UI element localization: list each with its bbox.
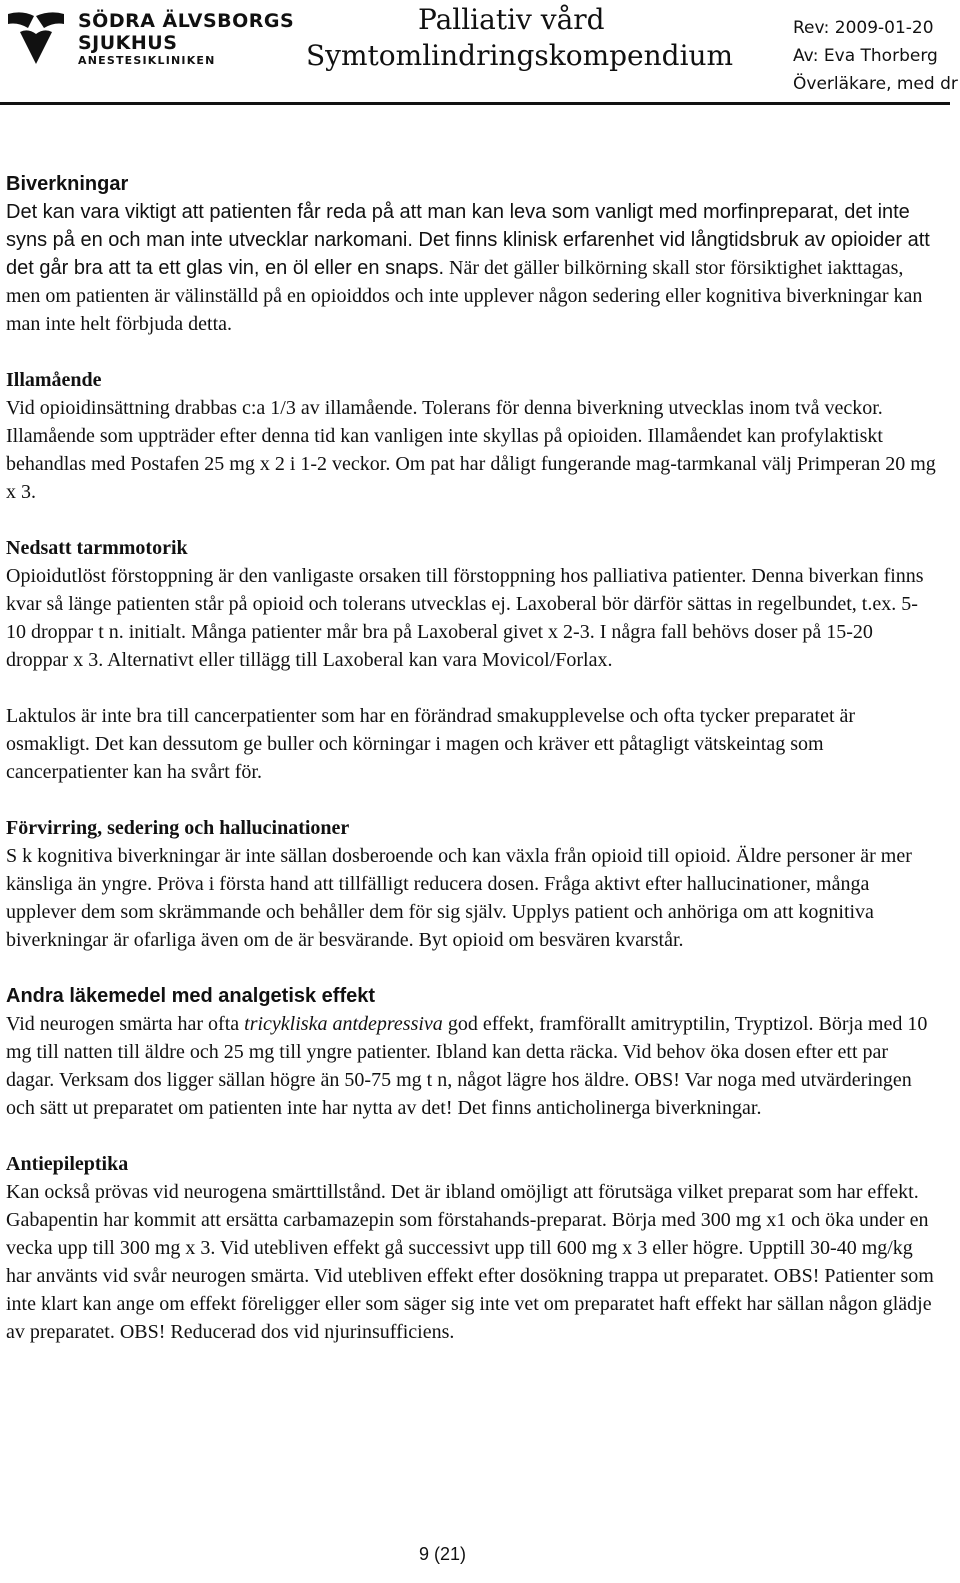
section-paragraph: S k kognitiva biverkningar är inte sällan dosberoende och kan växla från opioid till opioid. Äldre personer är mer känsliga än yngre. Pröva i första hand att tillfälligt reducera dosen. Fråga aktivt efter hallucinationer, många upplever dem som skrämmande och behåller dem för sig själv. Upplys patient och anhöriga om att kognitiva biverkningar är ofarliga även om de är besvärande. Byt opioid om besvären kvarstår. <box>6 845 912 951</box>
document-meta <box>793 14 958 98</box>
section-paragraph <box>6 1010 936 1122</box>
section-antiepileptika <box>6 1150 936 1346</box>
section-heading: Illamående <box>6 369 102 391</box>
section-heading: Biverkningar <box>6 173 129 195</box>
section-illamaende <box>6 366 936 506</box>
section-heading: Andra läkemedel med analgetisk effekt <box>6 985 376 1007</box>
section-paragraph <box>6 198 936 338</box>
paragraph-emphasis: tricykliska antdepressiva <box>244 1013 443 1035</box>
document-title-line1: Palliativ vård <box>418 3 605 36</box>
section-heading: Förvirring, sedering och hallucinationer <box>6 817 350 839</box>
page-header <box>0 0 960 110</box>
hospital-emblem-icon <box>6 8 66 66</box>
paragraph-text: När det gäller bilkörning skall stor försiktighet iakttagas, men om patienten är välinställd på en opioiddos och inte upplever någon sedering eller kognitiva biverkningar kan man inte helt förbjuda detta. <box>6 257 923 335</box>
org-name-line1: SÖDRA ÄLVSBORGS <box>78 10 295 32</box>
section-heading: Antiepileptika <box>6 1153 129 1175</box>
header-divider <box>0 102 950 105</box>
document-title-line2: Symtomlindringskompendium <box>306 39 734 72</box>
author-title: Överläkare, med dr <box>793 74 958 94</box>
document-body <box>6 170 936 1374</box>
section-paragraph: Opioidutlöst förstoppning är den vanligaste orsaken till förstoppning hos palliativa patienter. Denna biverkan finns kvar så länge patienten står på opioid och tolerans utvecklas ej. Laxoberal bör därför sättas in regelbundet, t.ex. 5-10 droppar t n. initialt. Många patienter mår bra på Laxoberal givet x 2-3. I några fall behövs doser på 15-20 droppar x 3. Alternativt eller tillägg till Laxoberal kan vara Movicol/Forlax. <box>6 565 924 671</box>
hospital-logo <box>6 6 296 76</box>
section-heading: Nedsatt tarmmotorik <box>6 537 188 559</box>
document-title <box>306 2 734 74</box>
org-name-line2: SJUKHUS <box>78 32 178 54</box>
section-paragraph: Laktulos är inte bra till cancerpatienter som har en förändrad smakupplevelse och ofta tycker preparatet är osmakligt. Det kan dessutom ge buller och körningar i magen och kräver ett påtagligt vätskeintag som cancerpatienter kan ha svårt för. <box>6 705 856 783</box>
section-forvirring <box>6 814 936 954</box>
page-number: 9 (21) <box>418 1544 467 1564</box>
section-paragraph: Kan också prövas vid neurogena smärttillstånd. Det är ibland omöjligt att förutsäga vilket preparat som har effekt. Gabapentin har kommit att ersätta carbamazepin som förstahands-preparat. Börja med 300 mg x1 och öka under en vecka upp till 300 mg x 3. Vid utebliven effekt gå successivt upp till 600 mg x 3 eller högre. Upptill 30-40 mg/kg har använts vid svår neurogen smärta. Vid utebliven effekt efter dosökning trappa ut preparatet. OBS! Patienter som inte klart kan ange om effekt föreligger eller som säger sig inte vet om preparatet haft effekt har sällan någon glädje av preparatet. OBS! Reducerad dos vid njurinsufficiens. <box>6 1181 934 1343</box>
section-paragraph: Vid opioidinsättning drabbas c:a 1/3 av illamående. Tolerans för denna biverkning utvecklas inom två veckor. Illamående som uppträder efter denna tid kan vanligen inte skyllas på opioiden. Illamåendet kan profylaktiskt behandlas med Postafen 25 mg x 2 i 1-2 veckor. Om pat har dåligt fungerande mag-tarmkanal välj Primperan 20 mg x 3. <box>6 397 936 503</box>
section-laktulos <box>6 702 936 786</box>
author-name: Av: Eva Thorberg <box>793 46 938 66</box>
section-andra-lakemedel <box>6 982 936 1122</box>
section-nedsatt-tarmmotorik <box>6 534 936 674</box>
org-department: ANESTESIKLINIKEN <box>78 54 216 67</box>
section-biverkningar <box>6 170 936 338</box>
revision-date: Rev: 2009-01-20 <box>793 18 934 38</box>
paragraph-text: Det kan vara viktigt att patienten får reda på att man kan leva som vanligt med morfinpreparat, det inte syns på en och man inte utvecklar narkomani. Det finns klinisk erfarenhet vid långtidsbruk av opioider att det går bra att ta ett glas vin, en öl eller en snaps. <box>6 201 930 279</box>
hospital-logo-text <box>78 10 294 68</box>
paragraph-text: Vid neurogen smärta har ofta <box>6 1013 245 1035</box>
paragraph-text: god effekt, framförallt amitryptilin, Tryptizol. Börja med 10 mg till natten till äldre och 25 mg till yngre patienter. Ibland kan detta räcka. Vid behov öka dosen efter ett par dagar. Verksam dos ligger sällan högre än 50-75 mg t n, något lägre hos äldre. OBS! Var noga med utvärderingen och sätt ut preparatet om patienten inte har nytta av det! Det finns anticholinerga biverkningar. <box>6 1013 928 1119</box>
